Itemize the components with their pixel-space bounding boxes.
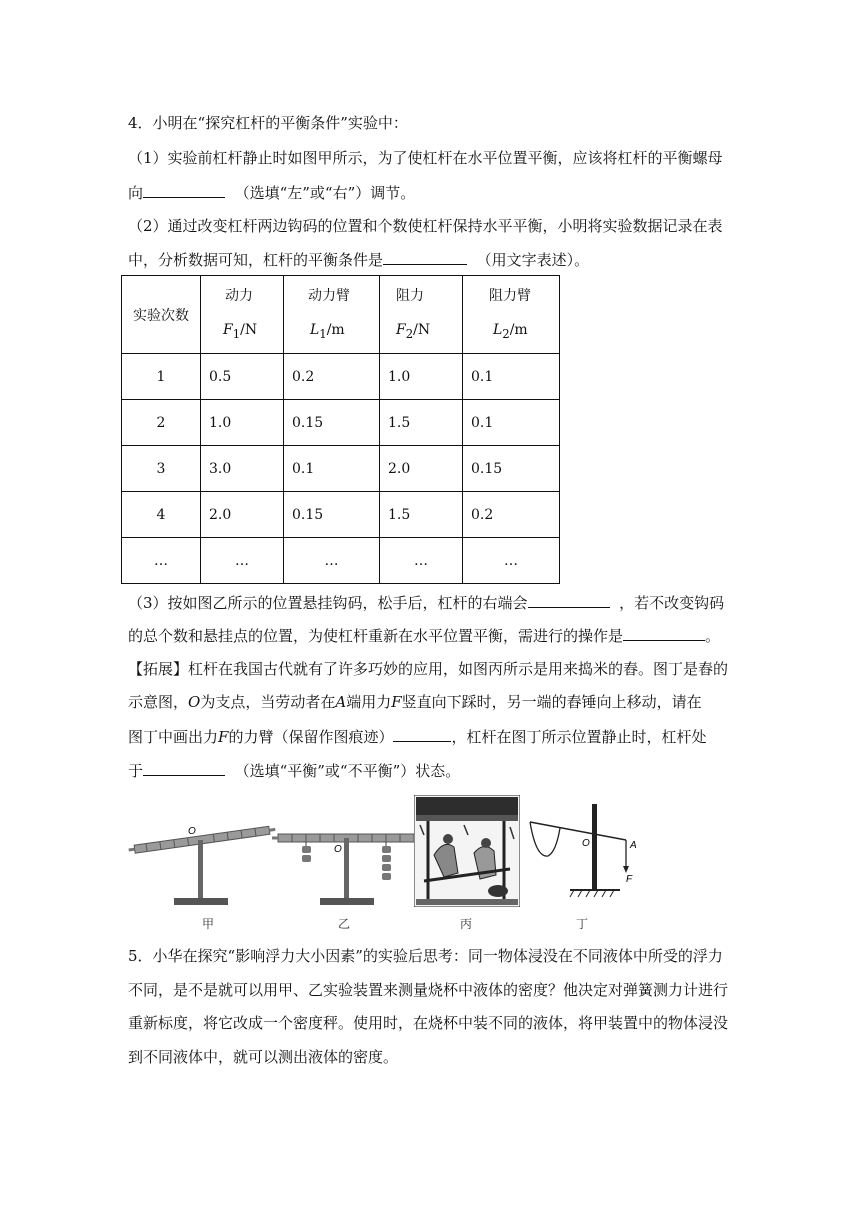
table-cell: …: [284, 538, 380, 584]
table-cell: 0.15: [284, 400, 380, 446]
symbol-F: F: [218, 728, 229, 746]
subscript: 2: [502, 326, 510, 341]
table-cell: 0.2: [463, 492, 560, 538]
table-cell: 1: [122, 354, 201, 400]
symbol: F: [396, 321, 406, 338]
text: ，若不改变钩码: [619, 594, 725, 612]
header-trials: [122, 276, 201, 354]
q4-extension-line4: [128, 759, 460, 782]
label-O: O: [582, 838, 590, 849]
q5-line1: 5．小华在探究“影响浮力大小因素”的实验后思考：同一物体浸没在不同液体中所受的浮力: [128, 947, 723, 965]
text: 向: [128, 184, 144, 202]
table-cell: 4: [122, 492, 201, 538]
figure-ding-schematic: [526, 800, 646, 906]
q4-extension-line3: [128, 725, 706, 748]
text: 的总个数和悬挂点的位置，为使杠杆重新在水平位置平衡，需进行的操作是: [128, 627, 624, 645]
unit: /m: [509, 321, 528, 338]
q4-part3-line1: [128, 591, 724, 614]
table-cell: …: [463, 538, 560, 584]
table-cell: 0.1: [463, 354, 560, 400]
text: 图丁中画出力: [128, 728, 219, 746]
q4-part1-line1: （1）实验前杠杆静止时如图甲所示，为了使杠杆在水平位置平衡，应该将杠杆的平衡螺母: [128, 149, 723, 167]
q4-extension-line2: [128, 691, 702, 713]
text: 中，分析数据可知，杠杆的平衡条件是: [128, 251, 384, 269]
symbol: L: [310, 321, 320, 338]
table-cell: 1.0: [380, 354, 463, 400]
label-A: A: [630, 840, 637, 851]
answer-blank[interactable]: [143, 759, 225, 776]
text: 于: [128, 762, 144, 780]
symbol-O: O: [188, 693, 201, 711]
table-cell: 1.0: [201, 400, 284, 446]
q4-part2-line1: （2）通过改变杠杆两边钩码的位置和个数使杠杆保持水平平衡，小明将实验数据记录在表: [128, 217, 723, 235]
table-cell: 0.15: [463, 446, 560, 492]
table-cell: …: [201, 538, 284, 584]
caption-bing: 丙: [460, 917, 473, 931]
symbol: F: [223, 321, 233, 338]
symbol: L: [493, 321, 503, 338]
answer-blank[interactable]: [623, 624, 705, 641]
text: 为支点，当劳动者在: [200, 693, 336, 711]
table-header-row: [122, 276, 560, 354]
text: 示意图，: [128, 693, 189, 711]
table-cell: 3: [122, 446, 201, 492]
symbol-F: F: [391, 693, 402, 711]
q5-line2: 不同，是不是就可以用甲、乙实验装置来测量烧杯中液体的密度？他决定对弹簧测力计进行: [128, 981, 729, 999]
caption-yi: 乙: [338, 917, 351, 931]
header-label: 实验次数: [133, 307, 189, 324]
q4-part2-line2: [128, 248, 589, 271]
answer-blank[interactable]: [143, 181, 225, 198]
table-cell: 0.1: [463, 400, 560, 446]
q5-line4: 到不同液体中，就可以测出液体的密度。: [128, 1048, 399, 1066]
caption-jia: 甲: [202, 917, 215, 931]
table-cell: 0.1: [284, 446, 380, 492]
header-label: 动力: [225, 287, 253, 304]
answer-blank[interactable]: [528, 591, 610, 608]
table-row: [122, 492, 560, 538]
table-row: [122, 400, 560, 446]
header-label: 动力臂: [308, 287, 350, 304]
q4-part3-line2: [128, 624, 720, 647]
q4-part1-line2: [128, 181, 415, 204]
text: 。: [705, 627, 721, 645]
answer-blank[interactable]: [383, 248, 467, 265]
q5-line3: 重新标度，将它改成一个密度秤。使用时，在烧杯中装不同的液体，将甲装置中的物体浸没: [128, 1014, 729, 1032]
figure-bing-ancient-mortar: [414, 795, 520, 907]
figure-yi-lever-weights: [272, 812, 420, 912]
header-label: 阻力臂: [489, 287, 531, 304]
text: 竖直向下踩时，另一端的舂锤向上移动，请在: [401, 693, 702, 711]
table-cell: 3.0: [201, 446, 284, 492]
header-effort: [201, 276, 284, 354]
table-cell: 2.0: [380, 446, 463, 492]
label-F: F: [626, 874, 633, 885]
figure-jia-lever: [128, 812, 278, 912]
text: 端用力: [346, 693, 392, 711]
header-load: [380, 276, 463, 354]
unit: /N: [240, 321, 258, 338]
label-O: O: [188, 826, 196, 837]
table-cell: 0.2: [284, 354, 380, 400]
header-label: 阻力: [396, 287, 424, 304]
experiment-data-table: [121, 275, 560, 584]
table-row: [122, 354, 560, 400]
answer-blank[interactable]: [393, 725, 451, 742]
table-cell: …: [122, 538, 201, 584]
text: （选填“平衡”或“不平衡”）状态。: [234, 762, 461, 780]
q4-intro: 4．小明在“探究杠杆的平衡条件”实验中：: [128, 114, 408, 132]
q4-extension-line1: 【拓展】杠杆在我国古代就有了许多巧妙的应用，如图丙所示是用来捣米的舂。图丁是舂的: [128, 660, 729, 678]
table-cell: 1.5: [380, 492, 463, 538]
table-cell: 2: [122, 400, 201, 446]
text: ，杠杆在图丁所示位置静止时，杠杆处: [451, 728, 707, 746]
header-effort-arm: [284, 276, 380, 354]
text: 的力臂（保留作图痕迹）: [228, 728, 394, 746]
text: （选填“左”或“右”）调节。: [234, 184, 416, 202]
header-load-arm: [463, 276, 560, 354]
table-row: [122, 446, 560, 492]
subscript: 1: [232, 326, 241, 341]
unit: /N: [413, 321, 431, 338]
label-O: O: [334, 844, 342, 855]
table-row: [122, 538, 560, 584]
caption-ding: 丁: [576, 917, 589, 931]
subscript: 2: [405, 326, 414, 341]
text: （3）按如图乙所示的位置悬挂钩码，松手后，杠杆的右端会: [128, 594, 528, 612]
unit: /m: [326, 321, 345, 338]
table-cell: 0.5: [201, 354, 284, 400]
table-cell: 1.5: [380, 400, 463, 446]
table-cell: 0.15: [284, 492, 380, 538]
symbol-A: A: [335, 693, 347, 711]
table-cell: 2.0: [201, 492, 284, 538]
text: （用文字表述）。: [476, 251, 590, 269]
subscript: 1: [319, 326, 327, 341]
table-cell: …: [380, 538, 463, 584]
